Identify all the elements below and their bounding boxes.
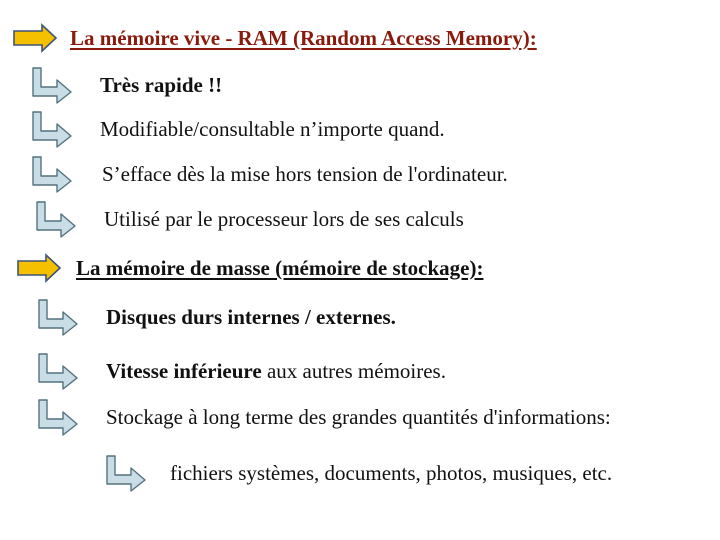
list-item <box>36 298 396 336</box>
bent-arrow-icon <box>30 66 74 104</box>
storage-item-long-term: Stockage à long terme des grandes quantités d'informations: <box>106 404 611 429</box>
arrow-right-icon <box>16 253 62 283</box>
list-item <box>30 110 445 148</box>
bent-arrow-icon <box>30 110 74 148</box>
list-subitem <box>104 454 612 492</box>
list-item <box>36 352 446 390</box>
storage-subitem-examples: fichiers systèmes, documents, photos, musiques, etc. <box>170 460 613 485</box>
mass-storage-heading-row <box>16 253 483 283</box>
list-item <box>36 398 611 436</box>
bent-arrow-icon <box>30 155 74 193</box>
bent-arrow-icon <box>104 454 148 492</box>
storage-item-disks: Disques durs internes / externes. <box>106 304 396 329</box>
ram-item-volatile: S’efface dès la mise hors tension de l'ordinateur. <box>102 161 508 186</box>
bent-arrow-icon <box>34 200 78 238</box>
arrow-right-icon <box>12 23 58 53</box>
ram-item-modifiable: Modifiable/consultable n’importe quand. <box>100 116 445 141</box>
bent-arrow-icon <box>36 398 80 436</box>
storage-item-speed-rest: aux autres mémoires. <box>261 358 446 383</box>
list-item <box>30 66 222 104</box>
bent-arrow-icon <box>36 298 80 336</box>
list-item <box>30 155 508 193</box>
ram-item-processor: Utilisé par le processeur lors de ses calculs <box>104 206 464 231</box>
storage-item-speed-bold: Vitesse inférieure <box>106 358 262 383</box>
ram-heading-row <box>12 23 537 53</box>
ram-heading: La mémoire vive - RAM (Random Access Memory): <box>70 25 537 50</box>
list-item <box>34 200 464 238</box>
bent-arrow-icon <box>36 352 80 390</box>
storage-item-speed <box>106 358 446 383</box>
mass-storage-heading: La mémoire de masse (mémoire de stockage): <box>76 255 484 280</box>
ram-item-speed: Très rapide !! <box>100 72 223 97</box>
